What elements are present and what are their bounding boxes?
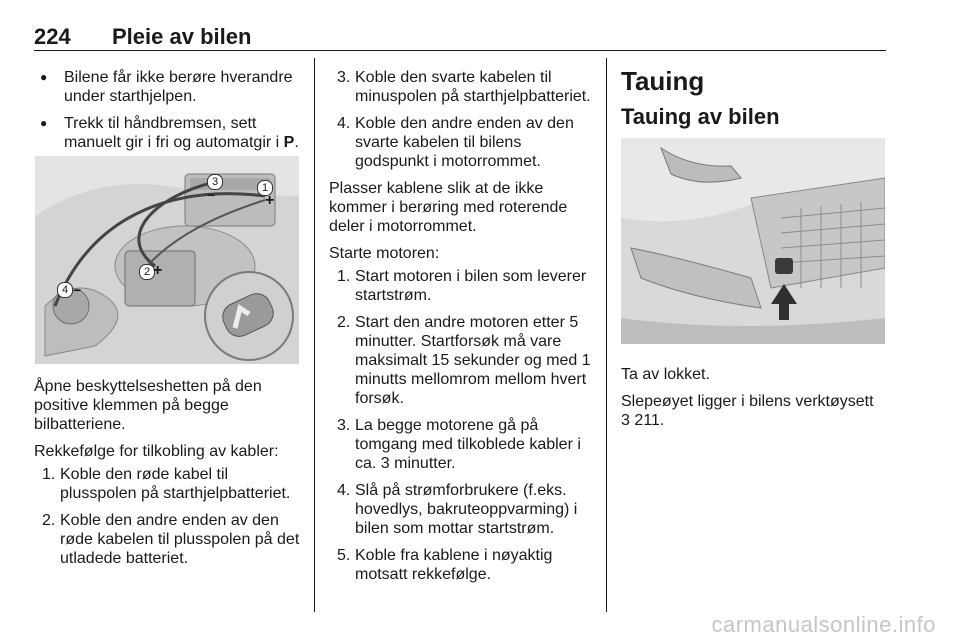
- section-heading: Tauing: [621, 66, 705, 96]
- column-left: [34, 68, 302, 160]
- page-header: [34, 24, 886, 51]
- minus-sign: −: [207, 187, 216, 203]
- paragraph-text: Slepeøyet ligger i bilens verktøysett: [621, 393, 874, 410]
- column-middle: [329, 68, 591, 592]
- list-item: [329, 481, 591, 538]
- list-number: 4.: [337, 482, 351, 499]
- watermark: carmanualsonline.info: [711, 612, 936, 637]
- callout-4: 4: [57, 282, 73, 298]
- section-subheading: Tauing av bilen: [621, 104, 780, 129]
- paragraph: Rekkefølge for tilkobling av kabler:: [34, 443, 279, 460]
- bullet-item: [34, 68, 302, 106]
- list-item: [329, 68, 591, 106]
- callout-1: 1: [257, 180, 273, 196]
- list-item: [34, 511, 304, 568]
- list-text: Koble fra kablene i nøyaktig motsatt rekkefølge.: [355, 547, 553, 583]
- minus-sign-2: −: [73, 282, 82, 298]
- list-text: Koble den andre enden av den svarte kabelen til bilens godspunkt i motorrommet.: [355, 115, 574, 170]
- callout-2: 2: [139, 264, 155, 280]
- list-text: Start motoren i bilen som leverer startstrøm.: [355, 268, 587, 304]
- list-item: [329, 416, 591, 473]
- list-number: 2.: [337, 314, 351, 331]
- page-reference: 211.: [629, 412, 665, 429]
- list-number: 1.: [42, 466, 56, 483]
- list-item: [34, 465, 304, 503]
- column-divider-right: [606, 58, 607, 612]
- paragraph: Åpne beskyttelseshetten på den positive klemmen på begge bilbatteriene.: [34, 378, 262, 433]
- callout-3: 3: [207, 174, 223, 190]
- list-text: Koble den røde kabel til plusspolen på starthjelpbatteriet.: [60, 466, 291, 502]
- bullet-end: .: [294, 134, 299, 151]
- gear-letter: P: [283, 134, 295, 151]
- page-number: 224: [34, 24, 71, 49]
- list-number: 3.: [337, 417, 351, 434]
- column-right: [621, 66, 885, 140]
- column-left-lower: [34, 377, 304, 576]
- list-item: [329, 313, 591, 408]
- list-number: 3.: [337, 69, 351, 86]
- list-item: [329, 546, 591, 584]
- list-text: Koble den andre enden av den røde kabelen til plusspolen på det utladede batteriet.: [60, 512, 300, 567]
- list-number: 1.: [337, 268, 351, 285]
- list-text: La begge motorene gå på tomgang med tilkoblede kabler i ca. 3 minutter.: [355, 417, 581, 472]
- list-text: Slå på strømforbrukere (f.eks. hovedlys, bakruteoppvarming) i bilen som mottar startstrøm.: [355, 482, 578, 537]
- bullet-text: Trekk til håndbremsen, sett manuelt gir i fri og automatgir i: [64, 115, 284, 151]
- paragraph: Plasser kablene slik at de ikke kommer i berøring med roterende deler i motorrommet.: [329, 180, 568, 235]
- bullet-text: Bilene får ikke berøre hverandre under starthjelpen.: [64, 69, 293, 105]
- plus-sign: +: [265, 192, 275, 209]
- car-front-illustration: [621, 138, 885, 344]
- column-divider-left: [314, 58, 315, 612]
- plus-sign-2: +: [153, 262, 163, 279]
- paragraph: [621, 392, 887, 430]
- list-item: [329, 114, 591, 171]
- list-number: 5.: [337, 547, 351, 564]
- column-right-lower: [621, 365, 887, 438]
- paragraph: Starte motoren:: [329, 245, 440, 262]
- list-text: Koble den svarte kabelen til minuspolen på starthjelpbatteriet.: [355, 69, 591, 105]
- bullet-item: [34, 114, 302, 152]
- towing-figure: [621, 138, 885, 344]
- list-number: 4.: [337, 115, 351, 132]
- list-number: 2.: [42, 512, 56, 529]
- jump-start-figure: [35, 156, 299, 364]
- page-reference-icon: 3: [621, 412, 630, 429]
- page-title: Pleie av bilen: [112, 24, 252, 49]
- paragraph: Ta av lokket.: [621, 366, 710, 383]
- list-text: Start den andre motoren etter 5 minutter. Startforsøk må vare maksimalt 15 sekunder og med 1 minutts mellomrom mellom hvert forsøk.: [355, 314, 591, 407]
- list-item: [329, 267, 591, 305]
